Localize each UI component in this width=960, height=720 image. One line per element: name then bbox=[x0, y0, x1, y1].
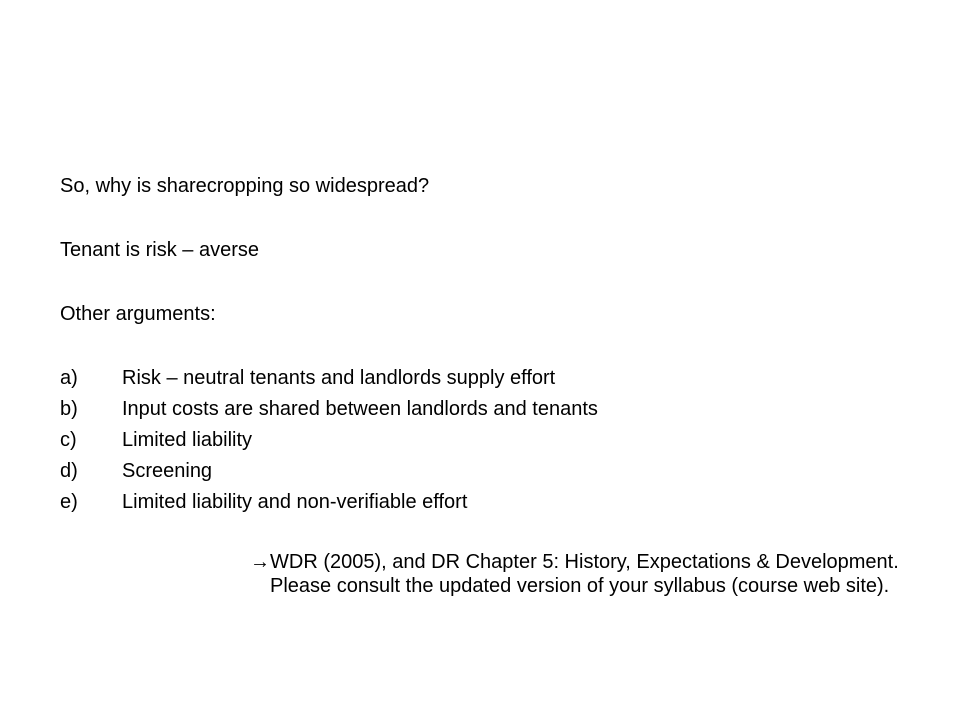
reference-note bbox=[250, 550, 910, 598]
tenant-statement: Tenant is risk – averse bbox=[60, 239, 259, 261]
list-marker: b) bbox=[60, 398, 78, 420]
list-item-text: Limited liability and non-verifiable effort bbox=[122, 491, 468, 513]
list-item bbox=[60, 366, 880, 397]
arrow-right-icon: → bbox=[250, 551, 270, 573]
other-arguments-heading: Other arguments: bbox=[60, 303, 216, 325]
list-item-text: Input costs are shared between landlords and tenants bbox=[122, 398, 598, 420]
list-marker: d) bbox=[60, 460, 78, 482]
arguments-list bbox=[60, 366, 880, 521]
list-item-text: Screening bbox=[122, 460, 213, 482]
question-text: So, why is sharecropping so widespread? bbox=[60, 175, 430, 197]
list-marker: c) bbox=[60, 429, 77, 451]
list-item-text: Limited liability bbox=[122, 429, 253, 451]
reference-text: WDR (2005), and DR Chapter 5: History, Expectations & Development. Please consult the updated version of your syllabus (course web site). bbox=[270, 551, 899, 597]
list-item bbox=[60, 459, 880, 490]
list-item bbox=[60, 397, 880, 428]
list-item bbox=[60, 490, 880, 521]
list-marker: a) bbox=[60, 367, 78, 389]
list-item bbox=[60, 428, 880, 459]
list-marker: e) bbox=[60, 491, 78, 513]
list-item-text: Risk – neutral tenants and landlords supply effort bbox=[122, 367, 556, 389]
